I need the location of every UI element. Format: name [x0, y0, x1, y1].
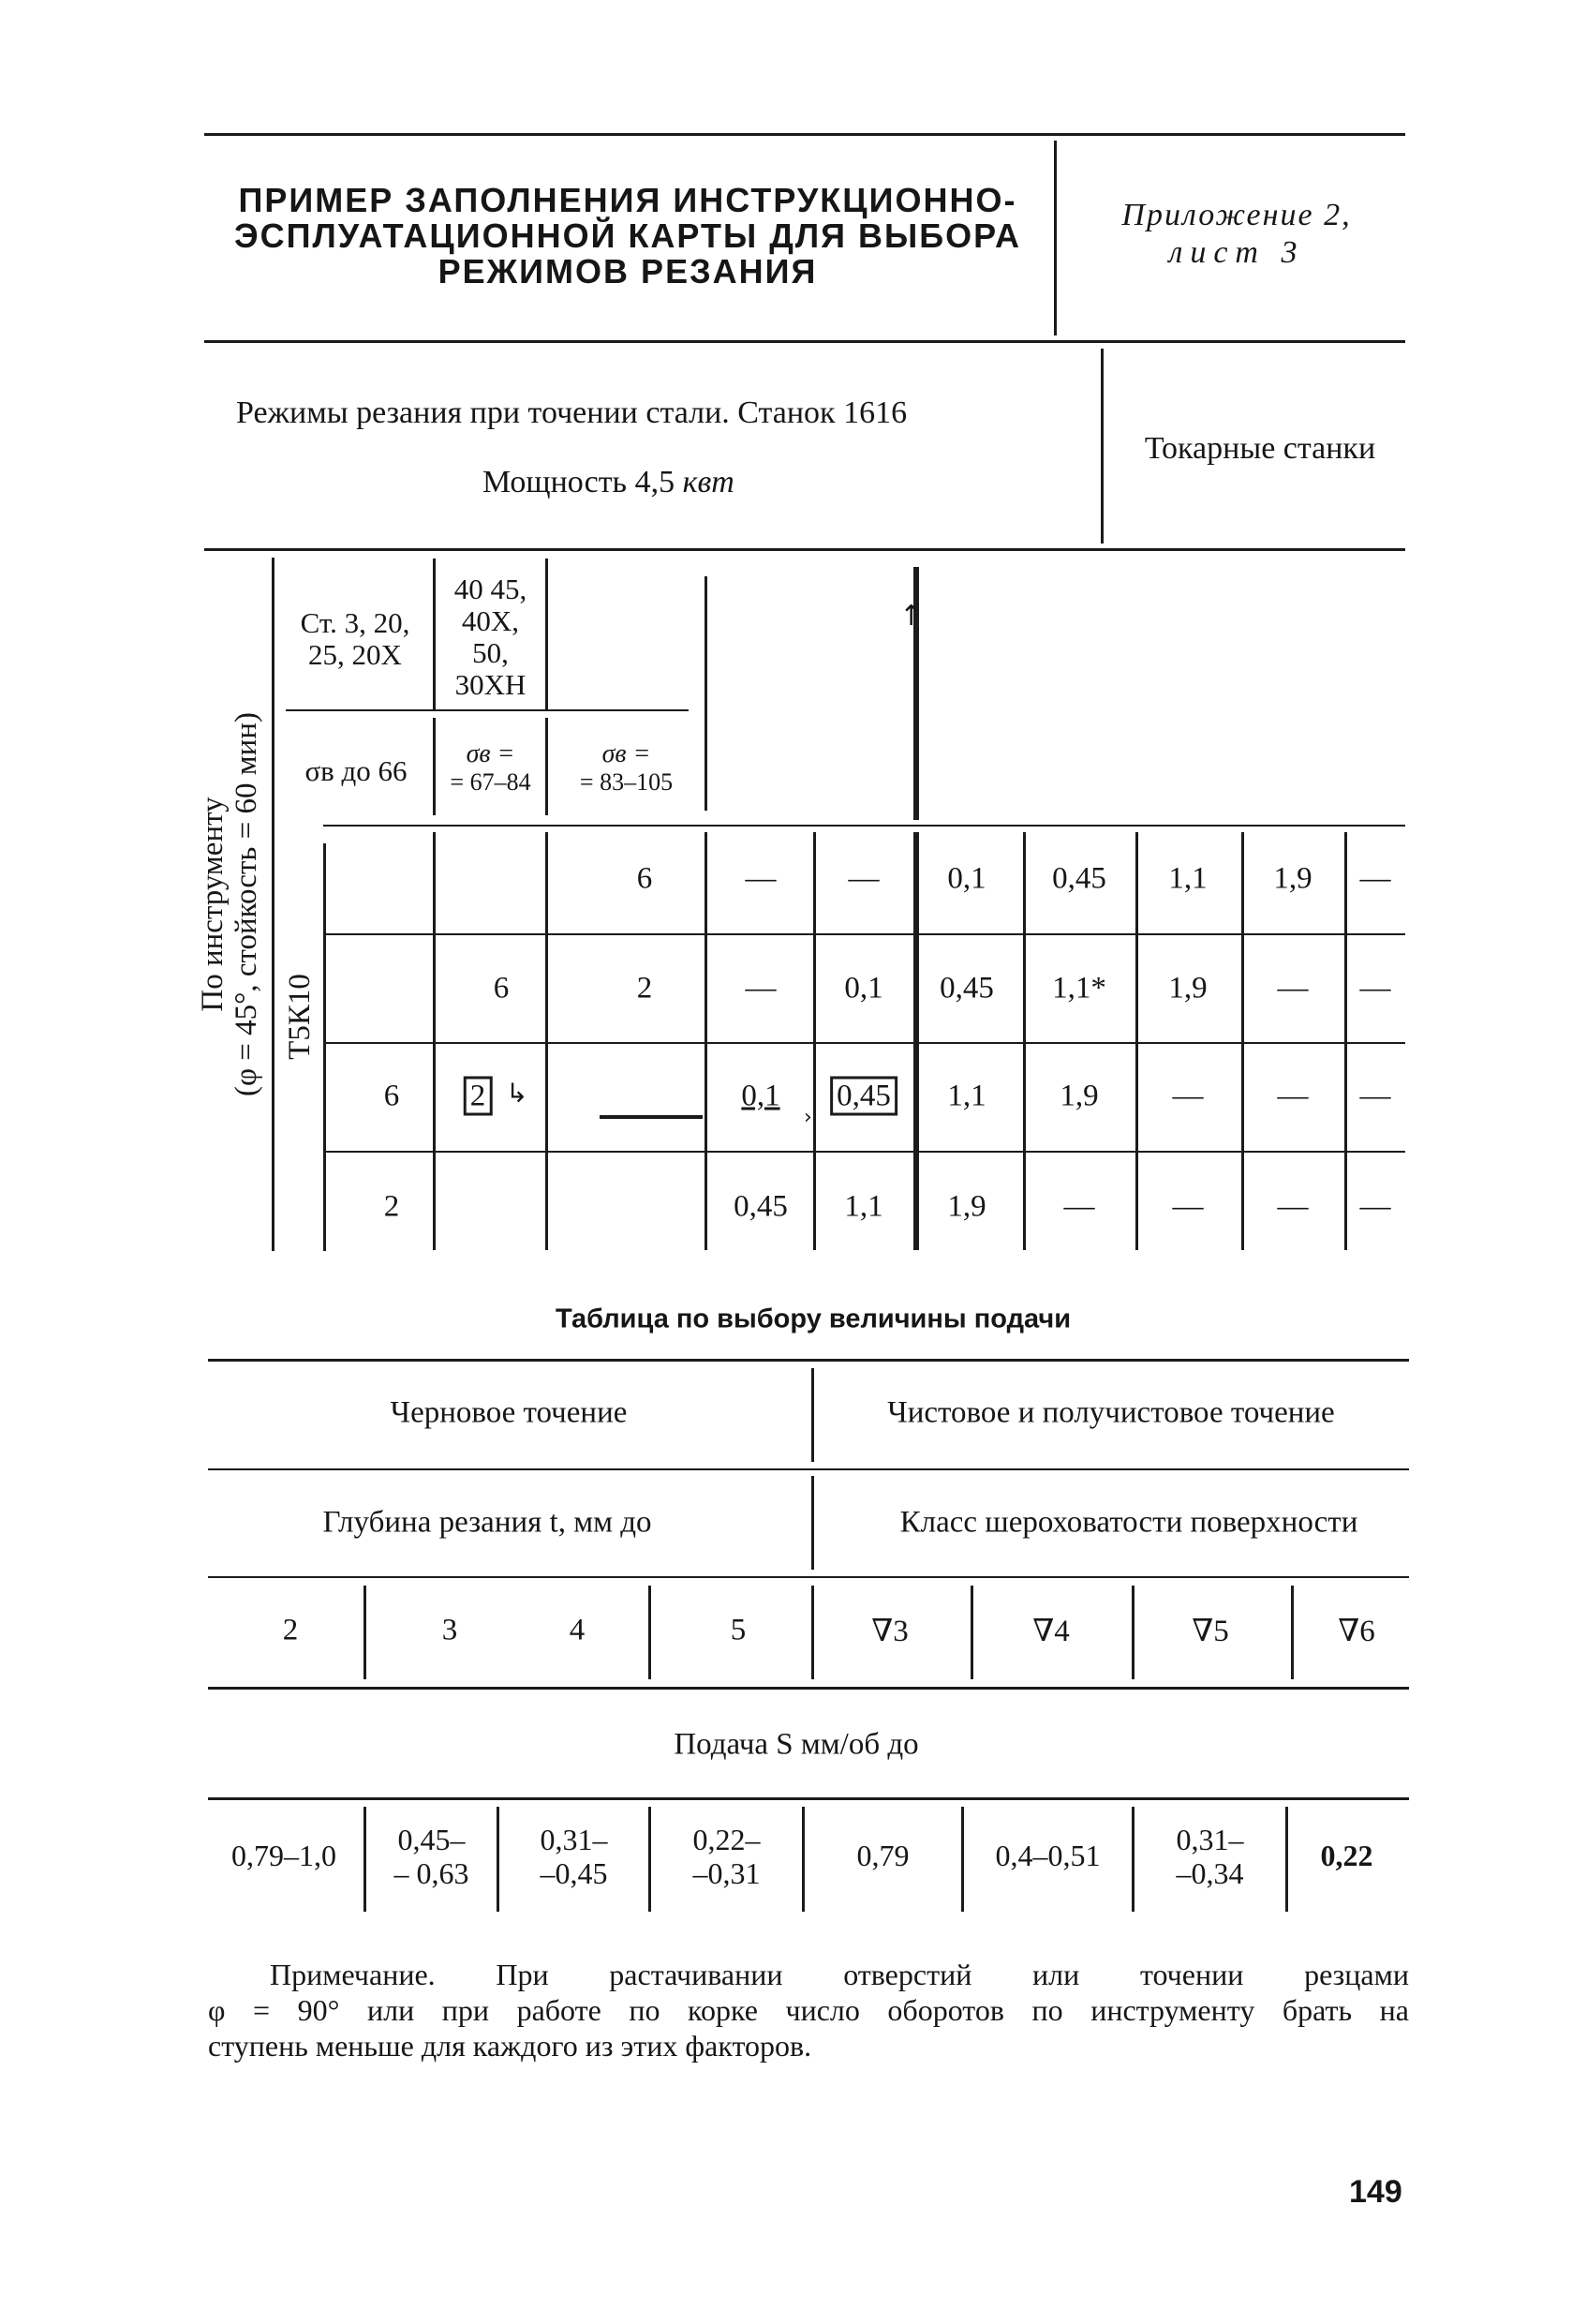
feed-cell: 0,79 [856, 1839, 910, 1872]
arrow-right-icon: ↳ [506, 1078, 528, 1109]
rough-turning-header: Черновое точение [390, 1395, 628, 1430]
steel-group-1: Ст. 3, 20, 25, 20Х [300, 606, 410, 671]
feed-cell: 0,45– – 0,63 [393, 1823, 469, 1890]
feed-cell: 0,79–1,0 [231, 1839, 336, 1872]
depth-cell: 2 [282, 1613, 299, 1647]
strength-range-1: σв до 66 [304, 754, 408, 787]
depth-cell: 3 [441, 1613, 458, 1647]
appendix-reference: Приложение 2, лист 3 [1121, 198, 1352, 270]
feed-cell: 0,4–0,51 [995, 1839, 1101, 1872]
cutting-depth-label: Глубина резания t, мм до [322, 1505, 652, 1540]
selected-speed-box: 0,45 [830, 1080, 897, 1114]
feed-table-caption: Таблица по выбору величины подачи [555, 1304, 1072, 1334]
cutting-modes-line: Режимы резания при точении стали. Станок 1616 [236, 395, 908, 430]
roughness-class-cell: ∇6 [1338, 1615, 1375, 1648]
tool-grade-label: Т5К10 [283, 974, 317, 1060]
feed-cell: 0,31– –0,34 [1176, 1823, 1244, 1890]
page-number: 149 [1349, 2174, 1402, 2210]
roughness-class-cell: ∇5 [1192, 1615, 1229, 1648]
selected-depth-box: 2 [464, 1080, 493, 1114]
steel-group-2: 40 45, 40Х, 50, 30ХН [453, 573, 527, 701]
strength-range-3: σв = = 83–105 [579, 739, 674, 796]
feed-cell: 0,22 [1320, 1839, 1373, 1872]
machine-type: Токарные станки [1144, 431, 1376, 466]
feed-label: Подача S мм/об до [674, 1727, 919, 1762]
tool-reference-label: По инструменту (φ = 45°, стойкость = 60 мин) [196, 712, 263, 1096]
depth-cell: 5 [730, 1613, 747, 1647]
power-line: Мощность 4,5 квт [482, 465, 734, 499]
feed-cell: 0,22– –0,31 [692, 1823, 761, 1890]
roughness-class-cell: ∇3 [871, 1615, 909, 1648]
arrow-right-icon: › [804, 1106, 812, 1129]
depth-cell: 4 [569, 1613, 586, 1647]
document-title: ПРИМЕР ЗАПОЛНЕНИЯ ИНСТРУКЦИОННО- ЭСПЛУАТАЦИОННОЙ КАРТЫ ДЛЯ ВЫБОРА РЕЖИМОВ РЕЗАНИЯ [234, 181, 1021, 290]
path-line [600, 1115, 703, 1119]
footnote: Примечание. При растачивании отверстий или точении резцами φ = 90° или при работе по корке число оборотов по инструменту брать на ступень меньше для каждого из этих факторов. [208, 1958, 1409, 2063]
finish-turning-header: Чистовое и получистовое точение [887, 1395, 1335, 1430]
feed-cell: 0,31– –0,45 [540, 1823, 608, 1890]
roughness-class-cell: ∇4 [1032, 1615, 1070, 1648]
strength-range-2: σв = = 67–84 [450, 739, 531, 796]
roughness-class-label: Класс шероховатости поверхности [899, 1505, 1358, 1540]
up-arrow-icon: ↑ [899, 600, 924, 633]
